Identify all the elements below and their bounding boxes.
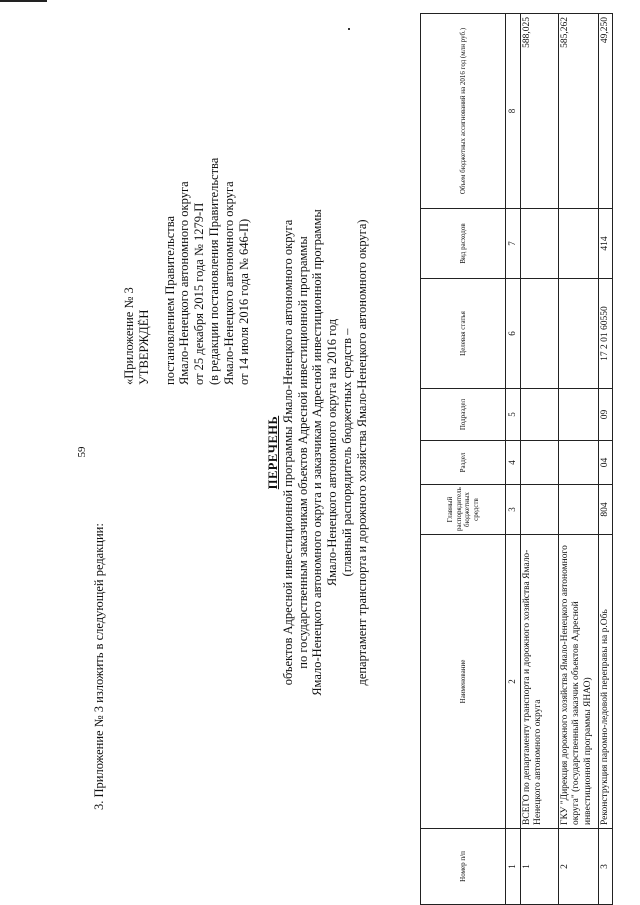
list-title: ПЕРЕЧЕНЬ: [266, 415, 280, 490]
table-header-row: [421, 14, 506, 905]
row-target-article: 17 2 01 60550: [598, 279, 613, 389]
approval-line: Ямало-Ненецкого автономного округа: [177, 181, 192, 385]
list-heading: [266, 0, 370, 905]
row-grbs: [558, 485, 598, 535]
header-name: Наименование: [421, 535, 506, 829]
row-expense-type: [520, 209, 558, 279]
approval-line: (в редакции постановления Правительства: [206, 157, 221, 385]
approval-line: Ямало-Ненецкого автономного округа: [221, 181, 236, 385]
heading-line: Ямало-Ненецкого автономного округа на 2016 год: [325, 318, 340, 587]
objects-table: [420, 13, 613, 905]
row-num: 1: [520, 829, 558, 905]
colnum-cell: 5: [506, 389, 521, 441]
row-razdel: [558, 441, 598, 485]
row-volume: 588,025: [520, 14, 558, 209]
row-expense-type: 414: [598, 209, 613, 279]
table-row: [520, 14, 558, 905]
row-razdel: 04: [598, 441, 613, 485]
row-grbs: 804: [598, 485, 613, 535]
heading-line: по государственным заказчикам объектов Адресной инвестиционной программы: [295, 236, 310, 669]
row-num: 2: [558, 829, 598, 905]
approval-block: [122, 158, 251, 385]
row-podrazdel: 09: [598, 389, 613, 441]
heading-line: (главный распорядитель бюджетных средств –: [339, 328, 354, 577]
approval-line: от 25 декабря 2015 года № 1279-П: [192, 202, 207, 385]
colnum-cell: 8: [506, 14, 521, 209]
table-row: [558, 14, 598, 905]
row-volume: 585,262: [558, 14, 598, 209]
row-name: ВСЕГО по департаменту транспорта и дорожного хозяйства Ямало-Ненецкого автономного округа: [520, 535, 558, 829]
row-num: 3: [598, 829, 613, 905]
row-name: ГКУ "Дирекция дорожного хозяйства Ямало-Ненецкого автономного округа" (государственный заказчик объектов Адресной инвестиционной программы ЯНАО): [558, 535, 598, 829]
approval-line: «Приложение № 3: [122, 287, 136, 385]
intro-paragraph: 3. Приложение № 3 изложить в следующей редакции:: [92, 523, 106, 810]
approval-line: постановлением Правительства: [162, 215, 177, 385]
column-number-row: [506, 14, 521, 905]
row-podrazdel: [520, 389, 558, 441]
colnum-cell: 6: [506, 279, 521, 389]
colnum-cell: 1: [506, 829, 521, 905]
colnum-cell: 3: [506, 485, 521, 535]
header-volume: Объем бюджетных ассигнований на 2016 год (млн руб.): [421, 14, 506, 209]
approval-line: УТВЕРЖДЁН: [136, 309, 151, 385]
colnum-cell: 7: [506, 209, 521, 279]
row-podrazdel: [558, 389, 598, 441]
row-volume: 49,250: [598, 14, 613, 209]
header-num: Номер п/п: [421, 829, 506, 905]
heading-line: объектов Адресной инвестиционной программы Ямало-Ненецкого автономного округа: [280, 219, 295, 686]
table-row: [598, 14, 613, 905]
colnum-cell: 4: [506, 441, 521, 485]
row-target-article: [558, 279, 598, 389]
row-expense-type: [558, 209, 598, 279]
page-number: 59: [76, 446, 88, 458]
colnum-cell: 2: [506, 535, 521, 829]
header-grbs: Главный распорядитель бюджетных средств: [421, 485, 506, 535]
header-podrazdel: Подраздел: [421, 389, 506, 441]
header-razdel: Раздел: [421, 441, 506, 485]
row-grbs: [520, 485, 558, 535]
row-razdel: [520, 441, 558, 485]
header-expense-type: Вид расходов: [421, 209, 506, 279]
approval-line: от 14 июля 2016 года № 646-П): [236, 218, 251, 385]
row-name: Реконструкция паромно-ледовой переправы на р.Обь: [598, 535, 613, 829]
heading-line: Ямало-Ненецкого автономного округа и заказчикам Адресной инвестиционной программы: [310, 209, 325, 696]
row-target-article: [520, 279, 558, 389]
heading-line: департамент транспорта и дорожного хозяйства Ямало-Ненецкого автономного округа): [354, 219, 369, 686]
header-target-article: Целевая статья: [421, 279, 506, 389]
